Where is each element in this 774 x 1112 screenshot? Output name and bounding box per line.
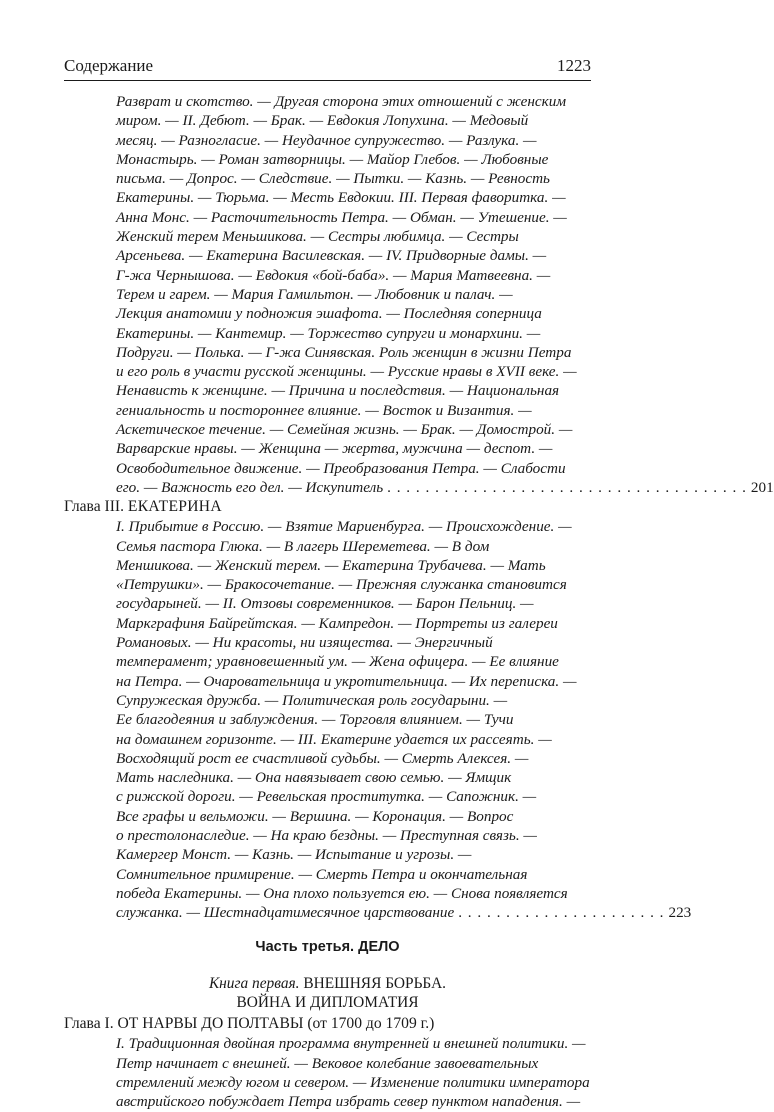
toc-line: I. Прибытие в Россию. — Взятие Мариенбурга. — Происхождение. — (116, 518, 572, 536)
toc-line: Женский терем Меньшикова. — Сестры любимца. — Сестры (116, 228, 519, 246)
toc-entry (64, 517, 692, 922)
running-header (64, 52, 591, 78)
book-title-line2: ВОЙНА И ДИПЛОМАТИЯ (236, 994, 419, 1012)
toc-entry-continued (64, 92, 774, 497)
toc-line: Варварские нравы. — Женщина — жертва, мужчина — деспот. — (116, 440, 553, 458)
toc-line: Меншикова. — Женский терем. — Екатерина Трубачева. — Мать (116, 556, 546, 574)
toc-line: Ненависть к женщине. — Причина и последствия. — Национальная (116, 382, 560, 400)
part-name: ДЕЛО (358, 939, 400, 956)
book-title: ВНЕШНЯЯ БОРЬБА. (303, 975, 447, 993)
part-label: Часть третья. (255, 939, 355, 956)
chapter-prefix: Глава III. (64, 498, 124, 516)
toc-line: Монастырь. — Роман затворницы. — Майор Глебов. — Любовные (116, 150, 549, 168)
toc-line: «Петрушки». — Бракосочетание. — Прежняя служанка становится (116, 576, 567, 594)
toc-line: Арсеньева. — Екатерина Василевская. — IV. Придворные дамы. — (116, 247, 547, 265)
toc-line: Семья пастора Глюка. — В лагерь Шереметева. — В дом (116, 537, 490, 555)
toc-line: Сомнительное примирение. — Смерть Петра и окончательная (116, 865, 528, 883)
chapter-title: ОТ НАРВЫ ДО ПОЛТАВЫ (117, 1015, 304, 1033)
toc-line: Романовых. — Ни красоты, ни изящества. — Энергичный (116, 634, 493, 652)
toc-line: Петр начинает с внешней. — Вековое колебание завоевательных (116, 1054, 539, 1072)
toc-line: на домашнем горизонте. — III. Екатерине удается их рассеять. — (116, 730, 552, 748)
toc-line: I. Традиционная двойная программа внутренней и внешней политики. — (116, 1035, 586, 1053)
toc-line: Г-жа Чернышова. — Евдокия «бой-баба». — Мария Матвеевна. — (116, 266, 551, 284)
toc-page-number: 223 (668, 904, 692, 922)
book-label: Книга первая. (208, 975, 300, 993)
toc-line: его. — Важность его дел. — Искупитель (116, 478, 384, 496)
toc-line: государыней. — II. Отзовы современников. — Барон Пельниц. — (116, 595, 534, 613)
toc-line: Супружеская дружба. — Политическая роль государыни. — (116, 691, 508, 709)
page-number: 1223 (557, 56, 591, 75)
chapter-prefix: Глава I. (64, 1015, 114, 1033)
part-heading[interactable] (64, 938, 591, 960)
toc-line: Освободительное движение. — Преобразования Петра. — Слабости (116, 459, 566, 477)
toc-content (64, 92, 774, 1112)
toc-line: гениальность и постороннее влияние. — Восток и Византия. — (116, 401, 532, 419)
toc-line: Терем и гарем. — Мария Гамильтон. — Любовник и палач. — (116, 285, 513, 303)
toc-line: Камергер Монст. — Казнь. — Испытание и угрозы. — (116, 846, 472, 864)
toc-line: стремлений между югом и севером. — Изменение политики императора (116, 1074, 590, 1092)
toc-line: Екатерины. — Тюрьма. — Месть Евдокии. III. Первая фаворитка. — (116, 189, 566, 207)
toc-line-with-page (116, 903, 692, 922)
toc-line: Подруги. — Полька. — Г-жа Синявская. Роль женщин в жизни Петра (116, 343, 572, 361)
toc-line: Разврат и скотство. — Другая сторона этих отношений с женским (116, 93, 567, 110)
toc-line: с рижской дороги. — Ревельская проститутка. — Сапожник. — (116, 788, 537, 806)
chapter-title: ЕКАТЕРИНА (127, 498, 222, 516)
chapter-heading[interactable] (64, 497, 591, 517)
toc-line: и его роль в участи русской женщины. — Русские нравы в XVII веке. — (116, 363, 577, 381)
toc-line: австрийского побуждает Петра избрать север пунктом нападения. — (116, 1093, 581, 1111)
toc-line: служанка. — Шестнадцатимесячное царствование (116, 904, 455, 922)
toc-line: Анна Монс. — Расточительность Петра. — Обман. — Утешение. — (116, 208, 567, 226)
chapter-heading[interactable] (64, 1014, 591, 1034)
toc-line: письма. — Допрос. — Следствие. — Пытки. — Казнь. — Ревность (116, 170, 550, 188)
toc-line: Восходящий рост ее счастливой судьбы. — Смерть Алексея. — (116, 749, 529, 767)
toc-line: на Петра. — Очаровательница и укротительница. — Их переписка. — (116, 672, 577, 690)
leader-dots: . . . . . . . . . . . . . . . . . . . . . . . . . . . . . . . . . . . . . . (387, 478, 747, 496)
toc-line: месяц. — Разногласие. — Неудачное супружество. — Разлука. — (116, 131, 537, 149)
toc-line: Аскетическое течение. — Семейная жизнь. — Брак. — Домострой. — (116, 421, 573, 439)
toc-line: о престолонаследие. — На краю бездны. — Преступная связь. — (116, 826, 537, 844)
header-divider (64, 80, 591, 81)
chapter-subtitle: (от 1700 до 1709 г.) (307, 1015, 435, 1033)
header-title: Содержание (64, 56, 154, 75)
toc-line: победа Екатерины. — Она плохо пользуется ею. — Снова появляется (116, 884, 568, 902)
toc-line-with-page (116, 478, 774, 497)
toc-line: Все графы и вельможи. — Вершина. — Коронация. — Вопрос (116, 807, 514, 825)
toc-line: Лекция анатомии у подножия эшафота. — Последняя соперница (116, 305, 542, 323)
toc-line: Маркграфиня Байрейтская. — Кампредон. — Портреты из галереи (116, 614, 558, 632)
toc-entry (64, 1034, 591, 1111)
toc-line: Ее благодеяния и заблуждения. — Торговля влиянием. — Тучи (116, 711, 514, 729)
leader-dots: . . . . . . . . . . . . . . . . . . . . . . (458, 904, 665, 922)
book-heading[interactable] (64, 974, 591, 1012)
toc-line: Мать наследника. — Она навязывает свою семью. — Ямщик (116, 769, 512, 787)
toc-page-number: 201 (750, 478, 774, 496)
toc-line: миром. — II. Дебют. — Брак. — Евдокия Лопухина. — Медовый (116, 112, 529, 130)
toc-line: Екатерины. — Кантемир. — Торжество супруги и монархини. — (116, 324, 541, 342)
toc-line: темперамент; уравновешенный ум. — Жена офицера. — Ее влияние (116, 653, 559, 671)
